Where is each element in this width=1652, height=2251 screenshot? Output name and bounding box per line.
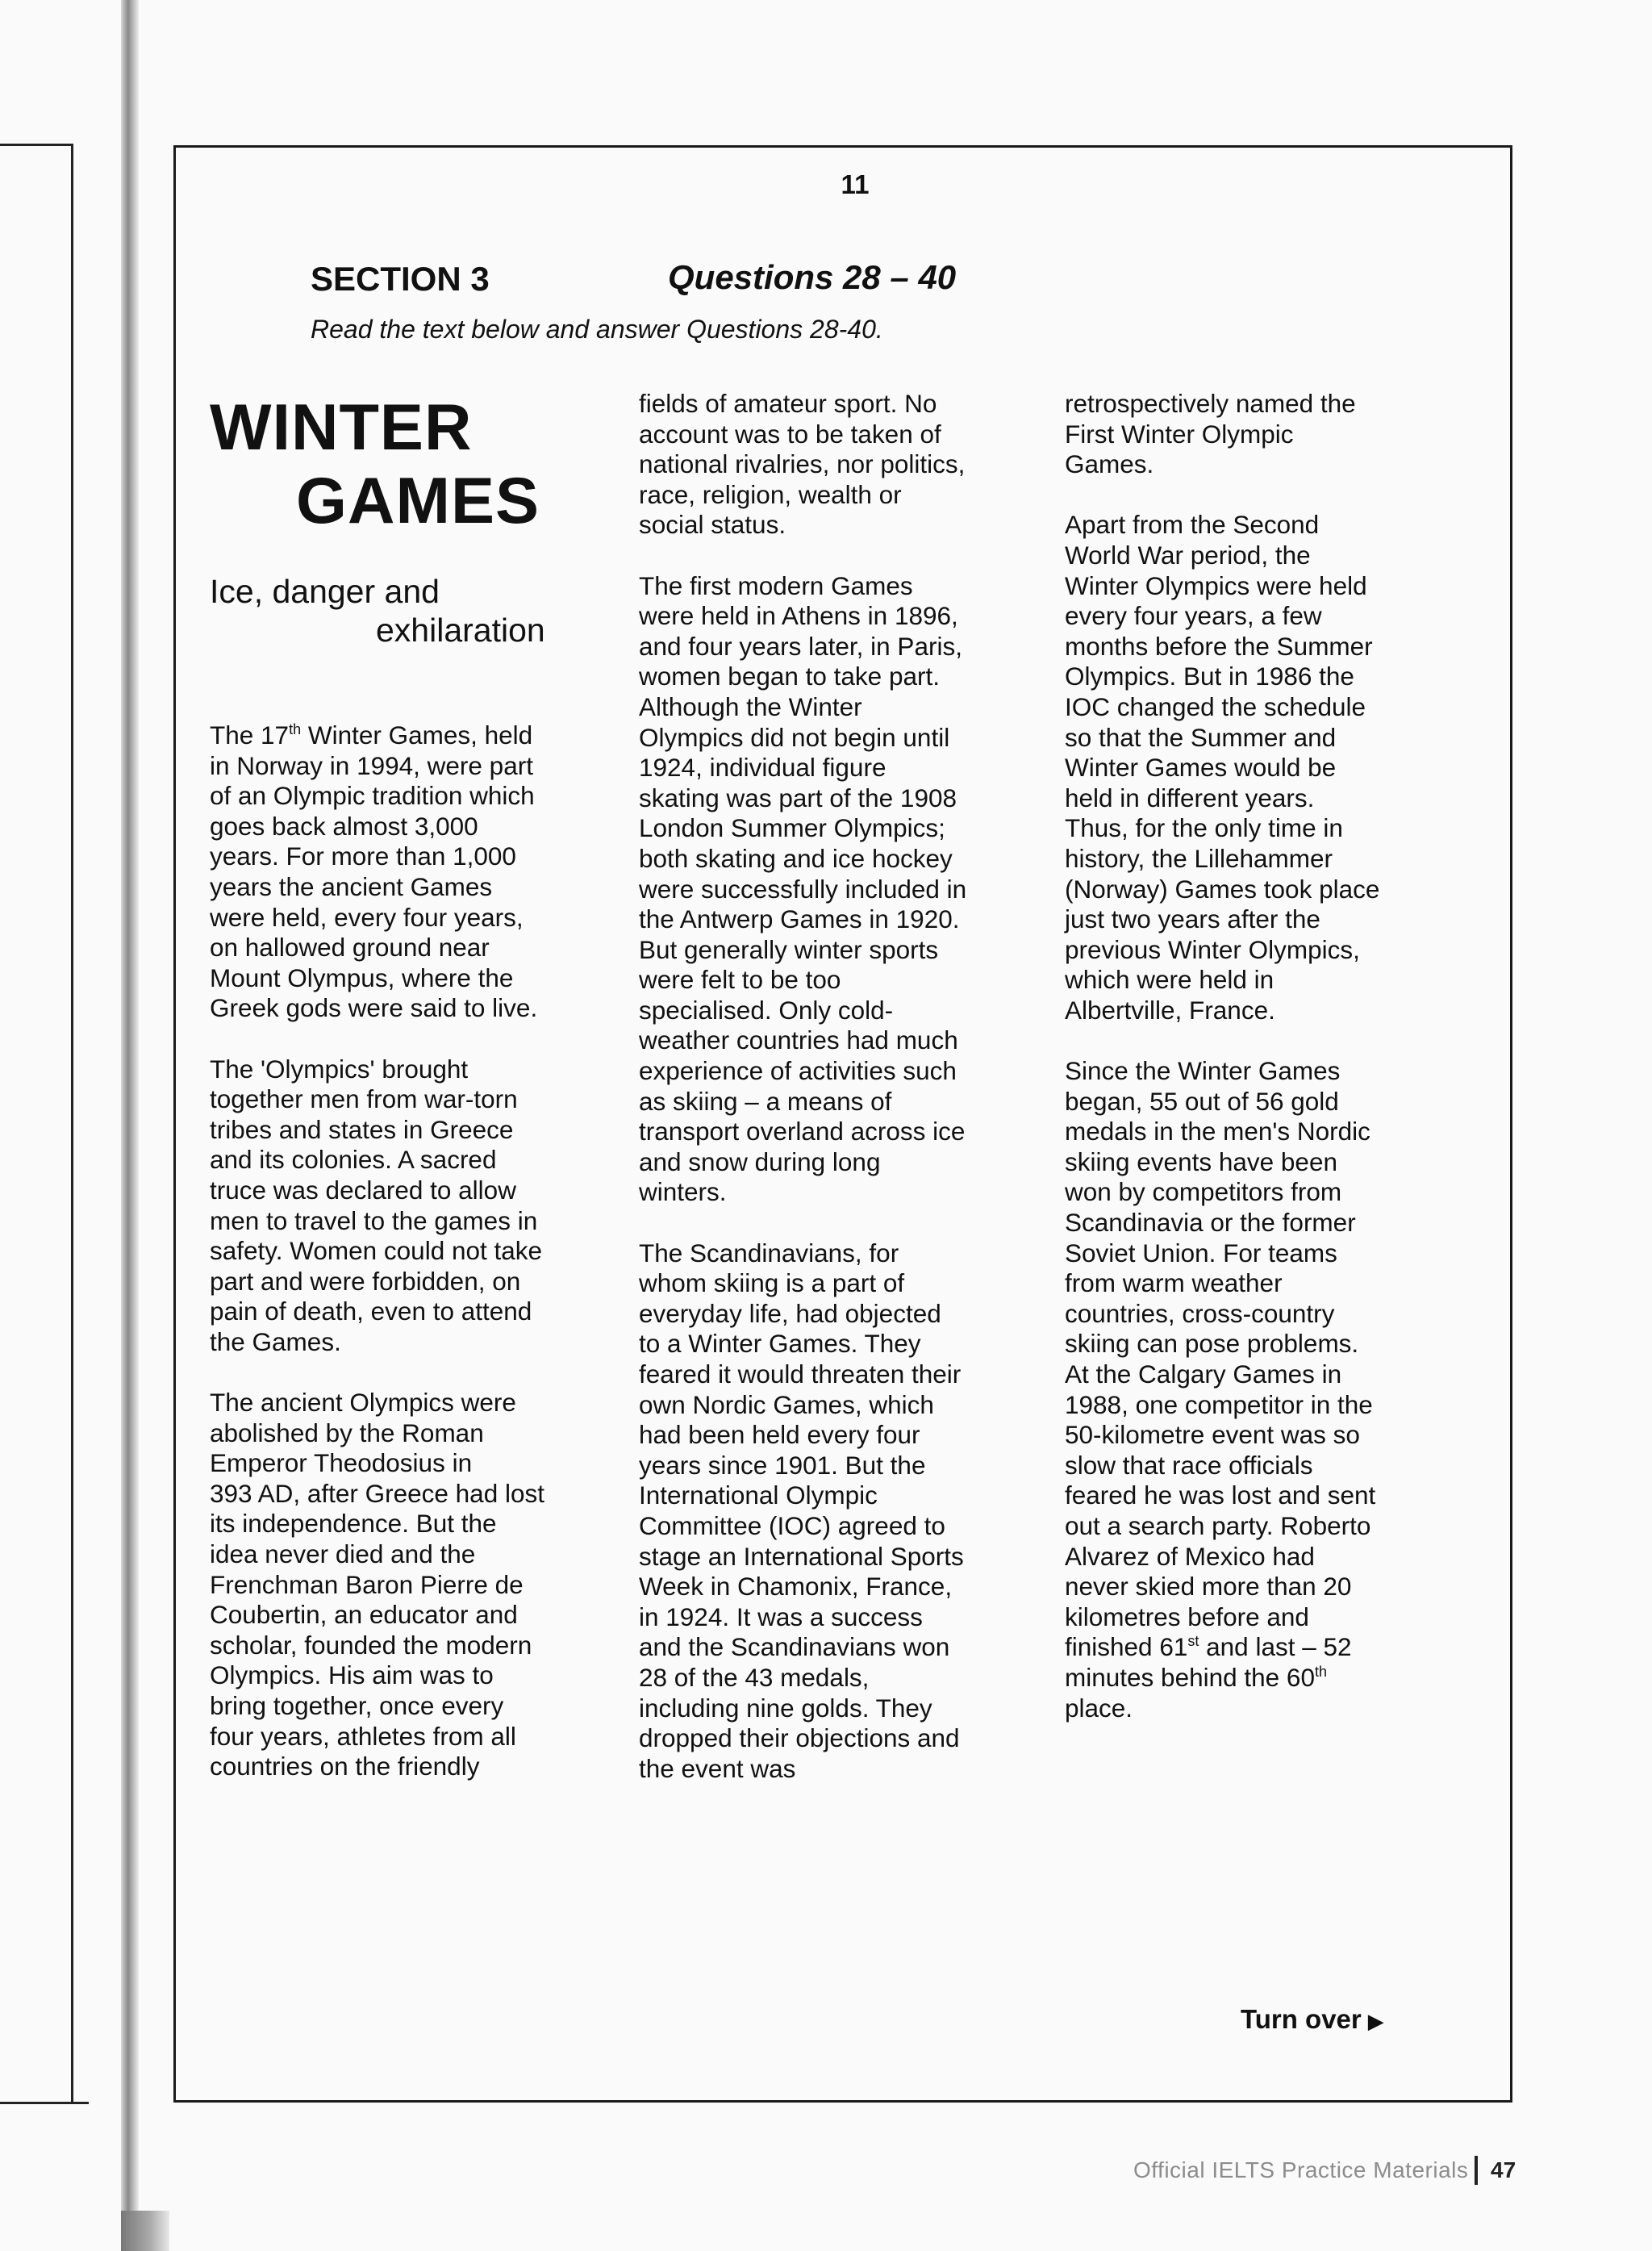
- footer-divider: [1475, 2156, 1478, 2185]
- paragraph: Apart from the Second World War period, the Winter Olympics were held every four years, a few months before the Summer Olympics. But in 1986 the IOC changed the schedule so that the Summer and Winter Games would be held in different years. Thus, for the only time in history, the Lillehammer (Norway) Games took place just two years after the previous Winter Olympics, which were held in Albertville, France.: [1065, 510, 1380, 1025]
- text-column-1: [210, 720, 589, 1782]
- instruction-text: Read the text below and answer Questions 28-40.: [311, 315, 883, 344]
- page-number: 11: [841, 169, 870, 199]
- text-run: and last – 52 minutes behind the 60: [1065, 1632, 1352, 1692]
- turn-over-label: Turn over: [1241, 2004, 1362, 2034]
- paragraph: [210, 720, 589, 1024]
- crop-mark-vertical: [71, 144, 73, 2104]
- ordinal-suffix: th: [289, 721, 302, 737]
- text-column-3: [1065, 389, 1444, 1723]
- ordinal-suffix: th: [1314, 1663, 1327, 1680]
- turn-over-indicator: [1241, 2004, 1384, 2035]
- text-column-2: [639, 389, 1018, 1784]
- paragraph: retrospectively named the First Winter Olympic Games.: [1065, 389, 1356, 479]
- text-run: Since the Winter Games began, 55 out of 56 gold medals in the men's Nordic skiing events have been won by competitors from Scandinavia or the former Soviet Union. For teams from warm weather countries, cross-country skiing can pose problems. At the Calgary Games in 1988, one competitor in the 50-kilometre event was so slow that race officials feared he was lost and sent out a search party. Roberto Alvarez of Mexico had never skied more than 20 kilometres before and finished 61: [1065, 1056, 1376, 1662]
- book-spine-shadow: [121, 0, 139, 2251]
- crop-mark-top: [0, 144, 73, 146]
- article-title-line1: WINTER: [210, 391, 473, 464]
- section-heading: SECTION 3: [311, 260, 490, 298]
- questions-heading: Questions 28 – 40: [668, 258, 957, 296]
- crop-mark-bottom: [0, 2102, 89, 2104]
- paragraph: The first modern Games were held in Athens in 1896, and four years later, in Paris, women began to take part. Although the Winter Olympics did not begin until 1924, individual figure skating was part of the 1908 London Summer Olympics; both skating and ice hockey were successfully included in the Antwerp Games in 1920. But generally winter sports were felt to be too specialised. Only cold- weather countries had much experience of activities such as skiing – a means of transport overland across ice and snow during long winters.: [639, 570, 967, 1207]
- paragraph: The ancient Olympics were abolished by the Roman Emperor Theodosius in 393 AD, after Greece had lost its independence. But the idea never died and the Frenchman Baron Pierre de Coubertin, an educator and scholar, founded the modern Olympics. His aim was to bring together, once every four years, athletes from all countries on the friendly: [210, 1388, 544, 1781]
- text-run: The 17: [210, 720, 290, 750]
- paragraph: The 'Olympics' brought together men from war-torn tribes and states in Greece and its colonies. A sacred truce was declared to allow men to travel to the games in safety. Women could not take part and were forbidden, on pain of death, even to attend the Games.: [210, 1054, 543, 1356]
- ordinal-suffix: st: [1187, 1633, 1199, 1650]
- article-subtitle-line2: exhilaration: [376, 612, 545, 649]
- footer-page-number: 47: [1491, 2157, 1516, 2182]
- paragraph: [1065, 1056, 1444, 1723]
- footer-publication: Official IELTS Practice Materials: [1133, 2157, 1469, 2182]
- article-subtitle-line1: Ice, danger and: [210, 573, 440, 610]
- right-triangle-icon: ▶: [1367, 2009, 1384, 2033]
- text-run: Winter Games, held in Norway in 1994, were part of an Olympic tradition which goes back almost 3,000 years. For more than 1,000 years the ancient Games were held, every four years, on hallowed ground near Mount Olympus, where the Greek gods were said to live.: [210, 720, 538, 1023]
- book-spine-edge: [121, 2211, 169, 2251]
- paragraph: The Scandinavians, for whom skiing is a part of everyday life, had objected to a Winter Games. They feared it would threaten their own Nordic Games, which had been held every four years since 1901. But the International Olympic Committee (IOC) agreed to stage an International Sports Week in Chamonix, France, in 1924. It was a success and the Scandinavians won 28 of the 43 medals, including nine golds. They dropped their objections and the event was: [639, 1238, 964, 1783]
- article-title-line2: GAMES: [296, 465, 540, 537]
- paragraph: fields of amateur sport. No account was to be taken of national rivalries, nor politics, race, religion, wealth or social status.: [639, 389, 966, 540]
- text-run: place.: [1065, 1693, 1133, 1723]
